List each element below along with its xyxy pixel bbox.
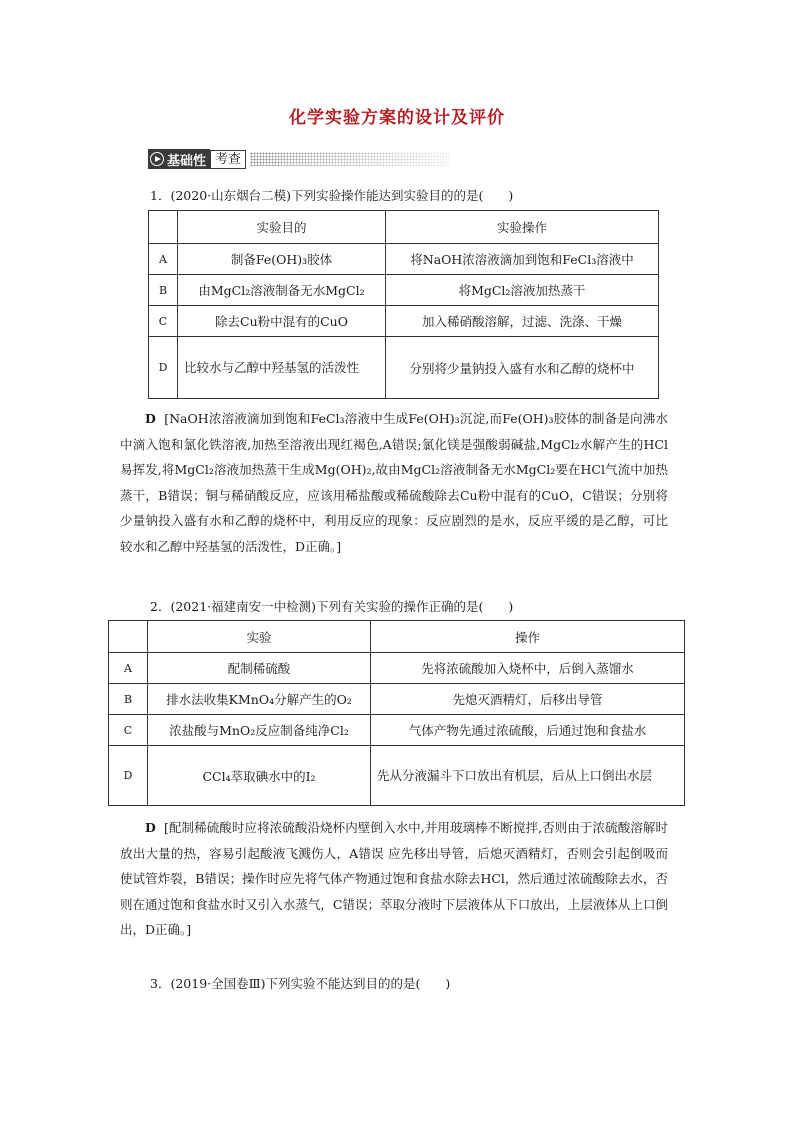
page-title: 化学实验方案的设计及评价 [289,108,505,128]
section-banner [148,148,450,170]
banner-main [148,149,210,169]
table-row [149,306,659,337]
banner-dots [250,152,450,166]
table-row [149,244,659,275]
table-cell: 将NaOH浓溶液滴加到饱和FeCl₃溶液中 [386,244,659,275]
table-cell: 气体产物先通过浓硫酸，后通过饱和食盐水 [371,715,685,746]
table-row [109,653,685,684]
table-cell: 分别将少量钠投入盛有水和乙醇的烧杯中 [386,337,659,399]
table-header-cell: 实验操作 [386,211,659,244]
question-2-table [108,620,685,806]
table-cell: 制备Fe(OH)₃胶体 [178,244,386,275]
banner-main-label: 基础性 [167,153,207,169]
row-label: D [109,746,148,806]
question-3-stem: 3．(2019·全国卷Ⅲ)下列实验不能达到目的的是( ) [150,976,451,991]
row-label: C [109,715,148,746]
table-row [149,275,659,306]
answer-explanation: [NaOH浓溶液滴加到饱和FeCl₃溶液中生成Fe(OH)₃沉淀,而Fe(OH)₃胶体的制备是向沸水中滴入饱和氯化铁溶液,加热至溶液出现红褐色,A错误;氯化镁是强酸弱碱盐,MgCl₂水解产生的HCl易挥发,将MgCl₂溶液加热蒸干生成Mg(OH)₂,故由MgCl₂溶液制备无水MgCl₂要在HCl气流中加热蒸干，B错误；铜与稀硝酸反应，应该用稀盐酸或稀硫酸除去Cu粉中混有的CuO，C错误；分别将少量钠投入盛有水和乙醇的烧杯中，利用反应的现象：反应剧烈的是水，反应平缓的是乙醇，可比较水和乙醇中羟基氢的活泼性，D正确。] [120,411,668,554]
row-label: A [109,653,148,684]
question-1-answer [120,406,668,559]
question-2-answer [120,815,668,943]
question-2-stem: 2．(2021·福建南安一中检测)下列有关实验的操作正确的是( ) [150,599,514,614]
table-cell: 先从分液漏斗下口放出有机层，后从上口倒出水层 [371,746,685,806]
table-header-cell: 操作 [371,621,685,653]
table-row [149,337,659,399]
row-label: A [149,244,178,275]
row-label: B [149,275,178,306]
row-label: C [149,306,178,337]
table-cell: 将MgCl₂溶液加热蒸干 [386,275,659,306]
table-row [109,715,685,746]
table-header-cell: 实验目的 [178,211,386,244]
answer-letter: D [145,411,156,426]
table-cell: 配制稀硫酸 [148,653,371,684]
table-cell: 除去Cu粉中混有的CuO [178,306,386,337]
table-cell: 由MgCl₂溶液制备无水MgCl₂ [178,275,386,306]
play-icon [150,152,164,166]
question-1-table [148,210,659,399]
table-cell: CCl₄萃取碘水中的I₂ [148,746,371,806]
answer-explanation: [配制稀硫酸时应将浓硫酸沿烧杯内壁倒入水中,并用玻璃棒不断搅拌,否则由于浓硫酸溶解时放出大量的热，容易引起酸液飞溅伤人，A错误 应先移出导管，后熄灭酒精灯，否则会引起倒吸而使试管炸裂，B错误；操作时应先将气体产物通过饱和食盐水除去HCl，然后通过浓硫酸除去水，否则在通过饱和食盐水时又引入水蒸气，C错误；萃取分液时下层液体从下口放出，上层液体从上口倒出，D正确。] [120,820,669,937]
table-header-row [109,621,685,653]
question-1-stem: 1．(2020·山东烟台二模)下列实验操作能达到实验目的的是( ) [150,188,514,203]
banner-sub-label: 考查 [210,150,246,169]
table-row [109,746,685,806]
table-header-row [149,211,659,244]
table-row [109,684,685,715]
table-cell: 浓盐酸与MnO₂反应制备纯净Cl₂ [148,715,371,746]
table-cell: 先熄灭酒精灯，后移出导管 [371,684,685,715]
table-cell: 先将浓硫酸加入烧杯中，后倒入蒸馏水 [371,653,685,684]
row-label: D [149,337,178,399]
table-header-cell: 实验 [148,621,371,653]
table-cell: 比较水与乙醇中羟基氢的活泼性 [178,337,386,399]
table-cell: 排水法收集KMnO₄分解产生的O₂ [148,684,371,715]
table-cell: 加入稀硝酸溶解，过滤、洗涤、干燥 [386,306,659,337]
row-label: B [109,684,148,715]
answer-letter: D [145,820,156,835]
